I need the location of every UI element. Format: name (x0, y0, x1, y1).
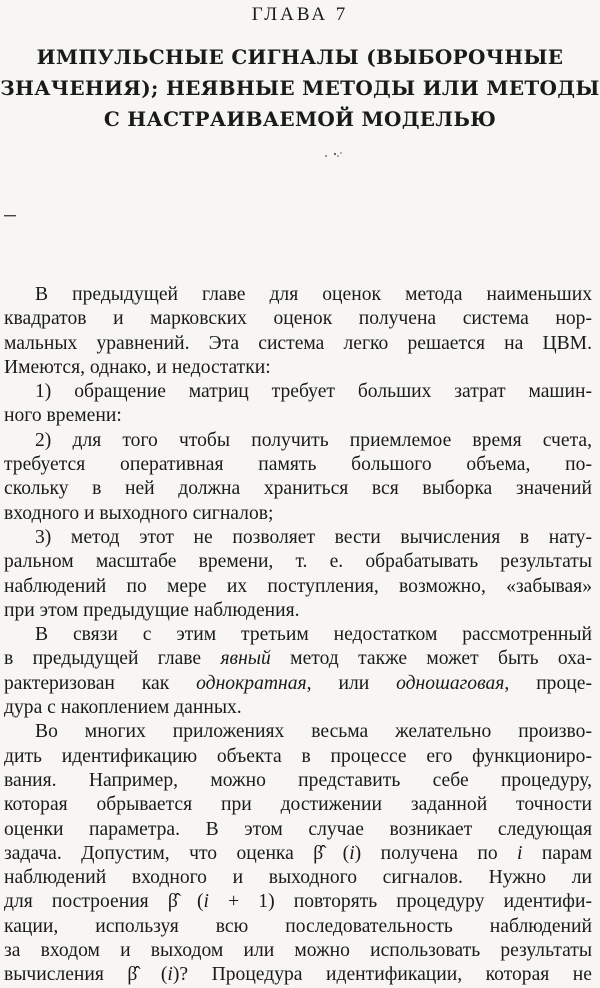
text-line: квадратов и марковских оценок получена система нор- (4, 308, 592, 330)
text-line: В связи с этим третьим недостатком рассмотренный (35, 624, 592, 646)
text-line: при этом предыдущие наблюдения. (4, 599, 300, 621)
text-line: оценки параметра. В этом случае возникает следующая (4, 818, 592, 840)
text-line: 2) для того чтобы получить приемлемое время счета, (35, 429, 592, 451)
text-line: Во многих приложениях весьма желательно произво- (35, 721, 592, 743)
text-line: вычисления β̂ (i)? Процедура идентификации, которая не (4, 964, 592, 986)
text-line: дить идентификацию объекта в процессе его функциониро- (4, 745, 592, 767)
text-line: наблюдений входного и выходного сигналов. Нужно ли (4, 867, 592, 889)
text-line: ного времени: (4, 405, 122, 427)
text-line: вания. Например, можно представить себе процедуру, (4, 769, 592, 791)
title-line: ИМПУЛЬСНЫЕ СИГНАЛЫ (ВЫБОРОЧНЫЕ (36, 45, 564, 69)
text-line: за входом и выходом или можно использовать результаты (4, 940, 592, 962)
text-line: скольку в ней должна храниться вся выборка значений (4, 478, 592, 500)
title-line: С НАСТРАИВАЕМОЙ МОДЕЛЬЮ (103, 107, 497, 131)
text-line: требуется оперативная память большого объема, по- (4, 454, 592, 476)
text-line: задача. Допустим, что оценка β̂ (i) получена по i парам (4, 842, 592, 864)
text-line: для построения β̂ (i + 1) повторять процедуру идентифи- (4, 891, 592, 913)
chapter-heading: ГЛАВА 7 (251, 4, 349, 25)
text-line: Имеются, однако, и недостатки: (4, 356, 271, 378)
text-line: в предыдущей главе явный метод также может быть оха- (4, 648, 592, 670)
text-line: кации, используя всю последовательность наблюдений (4, 915, 592, 937)
body-text (4, 283, 592, 988)
text-line: мальных уравнений. Эта система легко решается на ЦВМ. (4, 332, 592, 354)
text-line: В предыдущей главе для оценок метода наименьших (35, 284, 592, 305)
print-speck (323, 151, 345, 159)
text-line: наблюдений по мере их поступления, возможно, «забывая» (4, 575, 592, 597)
chapter-title (0, 42, 600, 135)
title-line: ЗНАЧЕНИЯ); НЕЯВНЫЕ МЕТОДЫ ИЛИ МЕТОДЫ (0, 76, 600, 100)
text-line: рактеризован как однократная, или одношаговая, проце- (4, 672, 592, 694)
print-speck (4, 214, 18, 218)
text-line: ральном масштабе времени, т. е. обрабатывать результаты (4, 551, 592, 573)
text-line: дура с накоплением данных. (4, 697, 242, 719)
text-line: которая обрывается при достижении заданной точности (4, 794, 592, 816)
text-line: входного и выходного сигналов; (4, 502, 274, 524)
text-line: 1) обращение матриц требует больших затрат машин- (35, 381, 592, 403)
text-line: 3) метод этот не позволяет вести вычисления в нату- (35, 526, 592, 548)
